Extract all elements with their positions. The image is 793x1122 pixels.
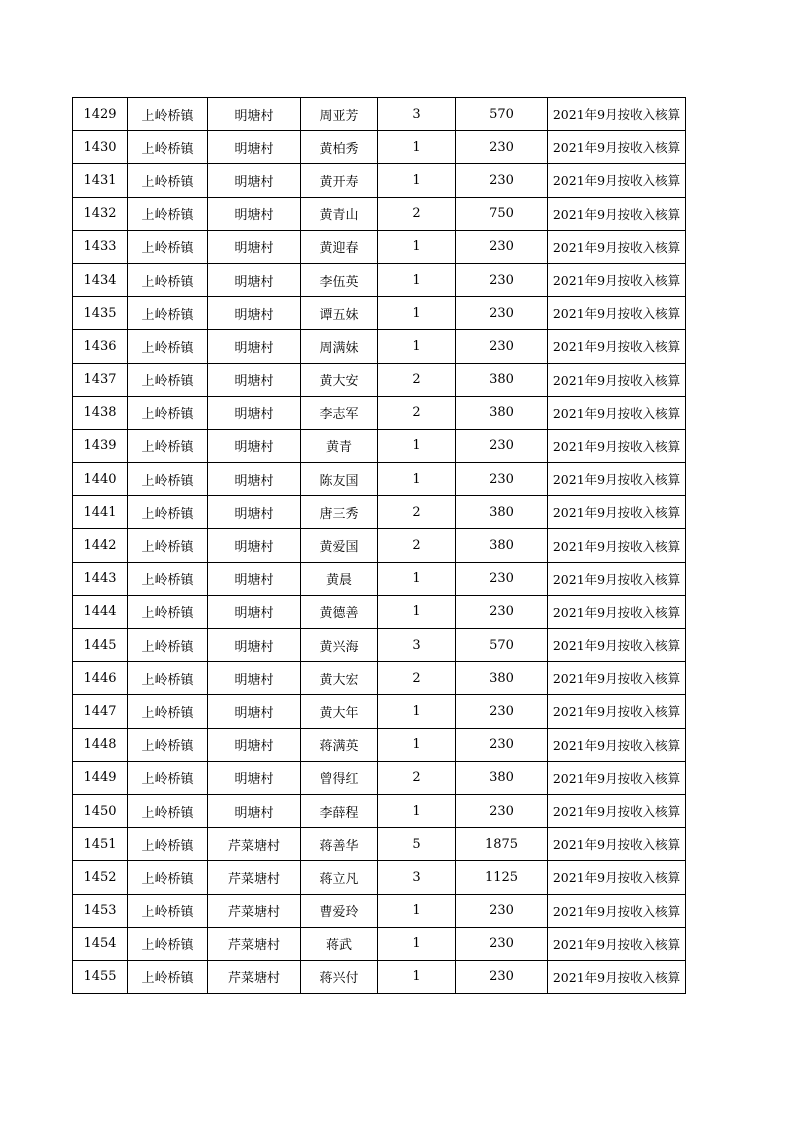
amount-cell: 380 bbox=[456, 529, 548, 562]
person-name-cell: 黄大安 bbox=[301, 363, 378, 396]
table-row bbox=[73, 429, 686, 462]
village-cell: 明塘村 bbox=[208, 629, 301, 662]
household-count-cell: 1 bbox=[378, 429, 456, 462]
note-cell: 2021年9月按收入核算 bbox=[548, 861, 686, 894]
amount-cell: 230 bbox=[456, 131, 548, 164]
person-name-cell: 黄迎春 bbox=[301, 230, 378, 263]
person-name-cell: 曹爱玲 bbox=[301, 894, 378, 927]
row-number-cell: 1440 bbox=[73, 463, 128, 496]
person-name-cell: 李薛程 bbox=[301, 794, 378, 827]
amount-cell: 380 bbox=[456, 363, 548, 396]
town-cell: 上岭桥镇 bbox=[128, 529, 208, 562]
amount-cell: 380 bbox=[456, 396, 548, 429]
table-row bbox=[73, 662, 686, 695]
town-cell: 上岭桥镇 bbox=[128, 595, 208, 628]
amount-cell: 230 bbox=[456, 927, 548, 960]
village-cell: 明塘村 bbox=[208, 728, 301, 761]
note-cell: 2021年9月按收入核算 bbox=[548, 794, 686, 827]
row-number-cell: 1429 bbox=[73, 98, 128, 131]
note-cell: 2021年9月按收入核算 bbox=[548, 927, 686, 960]
town-cell: 上岭桥镇 bbox=[128, 263, 208, 296]
table-row bbox=[73, 794, 686, 827]
household-count-cell: 2 bbox=[378, 662, 456, 695]
village-cell: 明塘村 bbox=[208, 463, 301, 496]
household-count-cell: 1 bbox=[378, 230, 456, 263]
note-cell: 2021年9月按收入核算 bbox=[548, 197, 686, 230]
person-name-cell: 李伍英 bbox=[301, 263, 378, 296]
household-count-cell: 2 bbox=[378, 529, 456, 562]
row-number-cell: 1447 bbox=[73, 695, 128, 728]
village-cell: 明塘村 bbox=[208, 131, 301, 164]
town-cell: 上岭桥镇 bbox=[128, 496, 208, 529]
village-cell: 明塘村 bbox=[208, 230, 301, 263]
table-row bbox=[73, 861, 686, 894]
amount-cell: 230 bbox=[456, 794, 548, 827]
village-cell: 明塘村 bbox=[208, 396, 301, 429]
village-cell: 明塘村 bbox=[208, 98, 301, 131]
note-cell: 2021年9月按收入核算 bbox=[548, 828, 686, 861]
person-name-cell: 蒋立凡 bbox=[301, 861, 378, 894]
note-cell: 2021年9月按收入核算 bbox=[548, 595, 686, 628]
town-cell: 上岭桥镇 bbox=[128, 562, 208, 595]
note-cell: 2021年9月按收入核算 bbox=[548, 496, 686, 529]
person-name-cell: 李志军 bbox=[301, 396, 378, 429]
town-cell: 上岭桥镇 bbox=[128, 230, 208, 263]
table-row bbox=[73, 330, 686, 363]
note-cell: 2021年9月按收入核算 bbox=[548, 562, 686, 595]
row-number-cell: 1451 bbox=[73, 828, 128, 861]
amount-cell: 750 bbox=[456, 197, 548, 230]
household-count-cell: 1 bbox=[378, 728, 456, 761]
household-count-cell: 1 bbox=[378, 927, 456, 960]
village-cell: 明塘村 bbox=[208, 496, 301, 529]
amount-cell: 230 bbox=[456, 695, 548, 728]
town-cell: 上岭桥镇 bbox=[128, 861, 208, 894]
amount-cell: 380 bbox=[456, 662, 548, 695]
household-count-cell: 3 bbox=[378, 98, 456, 131]
town-cell: 上岭桥镇 bbox=[128, 828, 208, 861]
person-name-cell: 黄德善 bbox=[301, 595, 378, 628]
person-name-cell: 谭五妹 bbox=[301, 297, 378, 330]
table-row bbox=[73, 629, 686, 662]
records-table bbox=[72, 97, 686, 994]
amount-cell: 230 bbox=[456, 595, 548, 628]
village-cell: 明塘村 bbox=[208, 297, 301, 330]
table-row bbox=[73, 728, 686, 761]
amount-cell: 230 bbox=[456, 728, 548, 761]
table-row bbox=[73, 263, 686, 296]
household-count-cell: 1 bbox=[378, 695, 456, 728]
person-name-cell: 黄大年 bbox=[301, 695, 378, 728]
household-count-cell: 2 bbox=[378, 363, 456, 396]
table-row bbox=[73, 828, 686, 861]
village-cell: 明塘村 bbox=[208, 197, 301, 230]
household-count-cell: 1 bbox=[378, 562, 456, 595]
town-cell: 上岭桥镇 bbox=[128, 330, 208, 363]
village-cell: 明塘村 bbox=[208, 363, 301, 396]
person-name-cell: 黄开寿 bbox=[301, 164, 378, 197]
household-count-cell: 2 bbox=[378, 761, 456, 794]
note-cell: 2021年9月按收入核算 bbox=[548, 330, 686, 363]
note-cell: 2021年9月按收入核算 bbox=[548, 297, 686, 330]
amount-cell: 1875 bbox=[456, 828, 548, 861]
note-cell: 2021年9月按收入核算 bbox=[548, 363, 686, 396]
amount-cell: 230 bbox=[456, 230, 548, 263]
household-count-cell: 1 bbox=[378, 960, 456, 993]
household-count-cell: 1 bbox=[378, 463, 456, 496]
table-row bbox=[73, 894, 686, 927]
town-cell: 上岭桥镇 bbox=[128, 927, 208, 960]
row-number-cell: 1455 bbox=[73, 960, 128, 993]
row-number-cell: 1442 bbox=[73, 529, 128, 562]
table-row bbox=[73, 761, 686, 794]
row-number-cell: 1445 bbox=[73, 629, 128, 662]
table-row bbox=[73, 695, 686, 728]
table-row bbox=[73, 98, 686, 131]
village-cell: 明塘村 bbox=[208, 595, 301, 628]
table-row bbox=[73, 230, 686, 263]
household-count-cell: 1 bbox=[378, 595, 456, 628]
amount-cell: 230 bbox=[456, 960, 548, 993]
amount-cell: 570 bbox=[456, 629, 548, 662]
village-cell: 明塘村 bbox=[208, 562, 301, 595]
village-cell: 明塘村 bbox=[208, 330, 301, 363]
amount-cell: 230 bbox=[456, 263, 548, 296]
note-cell: 2021年9月按收入核算 bbox=[548, 230, 686, 263]
row-number-cell: 1453 bbox=[73, 894, 128, 927]
village-cell: 明塘村 bbox=[208, 662, 301, 695]
records-table-body bbox=[73, 98, 686, 994]
village-cell: 明塘村 bbox=[208, 429, 301, 462]
household-count-cell: 1 bbox=[378, 297, 456, 330]
row-number-cell: 1443 bbox=[73, 562, 128, 595]
village-cell: 芹菜塘村 bbox=[208, 894, 301, 927]
table-row bbox=[73, 164, 686, 197]
town-cell: 上岭桥镇 bbox=[128, 728, 208, 761]
person-name-cell: 黄青 bbox=[301, 429, 378, 462]
note-cell: 2021年9月按收入核算 bbox=[548, 164, 686, 197]
row-number-cell: 1454 bbox=[73, 927, 128, 960]
table-row bbox=[73, 562, 686, 595]
village-cell: 芹菜塘村 bbox=[208, 960, 301, 993]
household-count-cell: 2 bbox=[378, 197, 456, 230]
town-cell: 上岭桥镇 bbox=[128, 960, 208, 993]
household-count-cell: 2 bbox=[378, 396, 456, 429]
row-number-cell: 1452 bbox=[73, 861, 128, 894]
town-cell: 上岭桥镇 bbox=[128, 463, 208, 496]
person-name-cell: 黄兴海 bbox=[301, 629, 378, 662]
village-cell: 明塘村 bbox=[208, 695, 301, 728]
note-cell: 2021年9月按收入核算 bbox=[548, 894, 686, 927]
row-number-cell: 1449 bbox=[73, 761, 128, 794]
person-name-cell: 黄青山 bbox=[301, 197, 378, 230]
household-count-cell: 1 bbox=[378, 131, 456, 164]
amount-cell: 380 bbox=[456, 761, 548, 794]
row-number-cell: 1435 bbox=[73, 297, 128, 330]
person-name-cell: 黄爱国 bbox=[301, 529, 378, 562]
amount-cell: 1125 bbox=[456, 861, 548, 894]
town-cell: 上岭桥镇 bbox=[128, 396, 208, 429]
person-name-cell: 曾得红 bbox=[301, 761, 378, 794]
note-cell: 2021年9月按收入核算 bbox=[548, 761, 686, 794]
person-name-cell: 蒋兴付 bbox=[301, 960, 378, 993]
town-cell: 上岭桥镇 bbox=[128, 761, 208, 794]
town-cell: 上岭桥镇 bbox=[128, 695, 208, 728]
household-count-cell: 1 bbox=[378, 263, 456, 296]
village-cell: 明塘村 bbox=[208, 529, 301, 562]
town-cell: 上岭桥镇 bbox=[128, 164, 208, 197]
town-cell: 上岭桥镇 bbox=[128, 794, 208, 827]
table-row bbox=[73, 927, 686, 960]
village-cell: 明塘村 bbox=[208, 761, 301, 794]
household-count-cell: 1 bbox=[378, 794, 456, 827]
village-cell: 明塘村 bbox=[208, 794, 301, 827]
household-count-cell: 3 bbox=[378, 629, 456, 662]
row-number-cell: 1433 bbox=[73, 230, 128, 263]
table-row bbox=[73, 131, 686, 164]
note-cell: 2021年9月按收入核算 bbox=[548, 960, 686, 993]
note-cell: 2021年9月按收入核算 bbox=[548, 463, 686, 496]
row-number-cell: 1438 bbox=[73, 396, 128, 429]
person-name-cell: 蒋满英 bbox=[301, 728, 378, 761]
village-cell: 芹菜塘村 bbox=[208, 828, 301, 861]
note-cell: 2021年9月按收入核算 bbox=[548, 662, 686, 695]
table-row bbox=[73, 363, 686, 396]
village-cell: 芹菜塘村 bbox=[208, 861, 301, 894]
household-count-cell: 5 bbox=[378, 828, 456, 861]
person-name-cell: 周亚芳 bbox=[301, 98, 378, 131]
household-count-cell: 1 bbox=[378, 330, 456, 363]
person-name-cell: 黄柏秀 bbox=[301, 131, 378, 164]
household-count-cell: 3 bbox=[378, 861, 456, 894]
amount-cell: 380 bbox=[456, 496, 548, 529]
amount-cell: 230 bbox=[456, 164, 548, 197]
table-row bbox=[73, 197, 686, 230]
town-cell: 上岭桥镇 bbox=[128, 297, 208, 330]
amount-cell: 230 bbox=[456, 463, 548, 496]
row-number-cell: 1431 bbox=[73, 164, 128, 197]
note-cell: 2021年9月按收入核算 bbox=[548, 695, 686, 728]
town-cell: 上岭桥镇 bbox=[128, 131, 208, 164]
village-cell: 芹菜塘村 bbox=[208, 927, 301, 960]
table-row bbox=[73, 463, 686, 496]
amount-cell: 230 bbox=[456, 330, 548, 363]
note-cell: 2021年9月按收入核算 bbox=[548, 429, 686, 462]
note-cell: 2021年9月按收入核算 bbox=[548, 396, 686, 429]
note-cell: 2021年9月按收入核算 bbox=[548, 529, 686, 562]
amount-cell: 570 bbox=[456, 98, 548, 131]
row-number-cell: 1430 bbox=[73, 131, 128, 164]
note-cell: 2021年9月按收入核算 bbox=[548, 131, 686, 164]
household-count-cell: 1 bbox=[378, 894, 456, 927]
row-number-cell: 1432 bbox=[73, 197, 128, 230]
person-name-cell: 蒋武 bbox=[301, 927, 378, 960]
row-number-cell: 1450 bbox=[73, 794, 128, 827]
person-name-cell: 蒋善华 bbox=[301, 828, 378, 861]
town-cell: 上岭桥镇 bbox=[128, 197, 208, 230]
person-name-cell: 黄晨 bbox=[301, 562, 378, 595]
note-cell: 2021年9月按收入核算 bbox=[548, 263, 686, 296]
row-number-cell: 1448 bbox=[73, 728, 128, 761]
row-number-cell: 1436 bbox=[73, 330, 128, 363]
table-row bbox=[73, 595, 686, 628]
row-number-cell: 1437 bbox=[73, 363, 128, 396]
table-row bbox=[73, 297, 686, 330]
note-cell: 2021年9月按收入核算 bbox=[548, 629, 686, 662]
household-count-cell: 1 bbox=[378, 164, 456, 197]
town-cell: 上岭桥镇 bbox=[128, 629, 208, 662]
person-name-cell: 黄大宏 bbox=[301, 662, 378, 695]
note-cell: 2021年9月按收入核算 bbox=[548, 728, 686, 761]
amount-cell: 230 bbox=[456, 429, 548, 462]
person-name-cell: 陈友国 bbox=[301, 463, 378, 496]
town-cell: 上岭桥镇 bbox=[128, 98, 208, 131]
amount-cell: 230 bbox=[456, 562, 548, 595]
town-cell: 上岭桥镇 bbox=[128, 363, 208, 396]
household-count-cell: 2 bbox=[378, 496, 456, 529]
town-cell: 上岭桥镇 bbox=[128, 429, 208, 462]
person-name-cell: 周满妹 bbox=[301, 330, 378, 363]
person-name-cell: 唐三秀 bbox=[301, 496, 378, 529]
row-number-cell: 1444 bbox=[73, 595, 128, 628]
row-number-cell: 1446 bbox=[73, 662, 128, 695]
village-cell: 明塘村 bbox=[208, 263, 301, 296]
table-row bbox=[73, 529, 686, 562]
row-number-cell: 1439 bbox=[73, 429, 128, 462]
table-row bbox=[73, 396, 686, 429]
note-cell: 2021年9月按收入核算 bbox=[548, 98, 686, 131]
table-row bbox=[73, 496, 686, 529]
town-cell: 上岭桥镇 bbox=[128, 894, 208, 927]
row-number-cell: 1441 bbox=[73, 496, 128, 529]
table-row bbox=[73, 960, 686, 993]
amount-cell: 230 bbox=[456, 297, 548, 330]
village-cell: 明塘村 bbox=[208, 164, 301, 197]
row-number-cell: 1434 bbox=[73, 263, 128, 296]
town-cell: 上岭桥镇 bbox=[128, 662, 208, 695]
amount-cell: 230 bbox=[456, 894, 548, 927]
